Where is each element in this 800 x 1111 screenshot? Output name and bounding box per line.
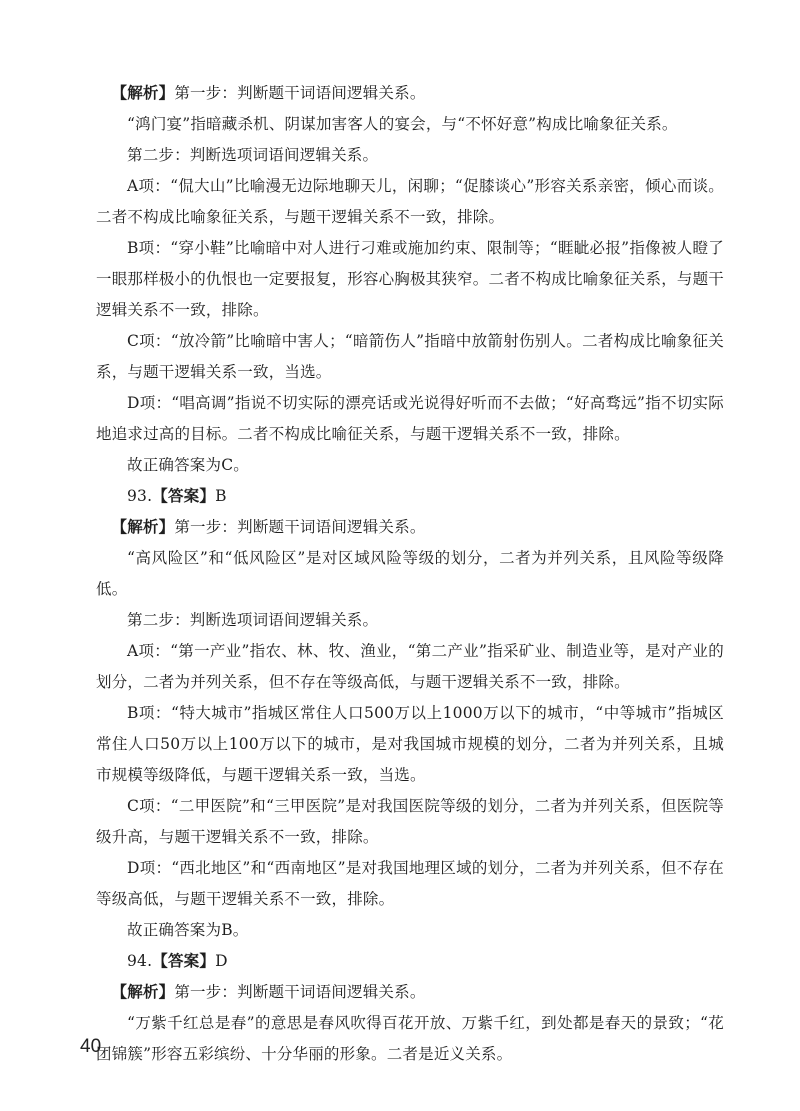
conclusion: 故正确答案为C。	[127, 456, 249, 474]
paragraph: “万紫千红总是春”的意思是春风吹得百花开放、万紫千红，到处都是春天的景致；“花团锦簇”形容五彩缤纷、十分华丽的形象。二者是近义关系。	[96, 1014, 724, 1063]
paragraph: 第二步：判断选项词语间逻辑关系。	[127, 146, 379, 164]
option-a-paragraph: A项：“第一产业”指农、林、牧、渔业，“第二产业”指采矿业、制造业等，是对产业的划分，二者为并列关系，但不存在等级高低，与题干逻辑关系不一致，排除。	[96, 642, 724, 691]
paragraph: 【解析】第一步：判断题干词语间逻辑关系。	[111, 983, 426, 1001]
analysis-label: 【解析】	[111, 518, 175, 536]
paragraph: 【解析】第一步：判断题干词语间逻辑关系。	[111, 518, 426, 536]
document-body	[96, 78, 724, 1070]
option-c-paragraph: C项：“二甲医院”和“三甲医院”是对我国医院等级的划分，二者为并列关系，但医院等级升高，与题干逻辑关系不一致，排除。	[96, 797, 724, 846]
paragraph: “高风险区”和“低风险区”是对区域风险等级的划分，二者为并列关系，且风险等级降低。	[96, 549, 724, 598]
option-a-paragraph: A项：“侃大山”比喻漫无边际地聊天儿，闲聊；“促膝谈心”形容关系亲密，倾心而谈。二者不构成比喻象征关系，与题干逻辑关系不一致，排除。	[96, 177, 724, 226]
conclusion: 故正确答案为B。	[127, 921, 249, 939]
analysis-label: 【解析】	[111, 84, 175, 102]
analysis-label: 【解析】	[111, 983, 175, 1001]
page-number: 40	[80, 1036, 102, 1057]
answer-label: 【答案】	[152, 487, 216, 505]
paragraph: 第二步：判断选项词语间逻辑关系。	[127, 611, 379, 629]
answer-93: 93.【答案】B	[127, 487, 227, 505]
paragraph: 【解析】第一步：判断题干词语间逻辑关系。	[111, 84, 426, 102]
option-d-paragraph: D项：“唱高调”指说不切实际的漂亮话或光说得好听而不去做；“好高骛远”指不切实际地追求过高的目标。二者不构成比喻征关系，与题干逻辑关系不一致，排除。	[96, 394, 724, 443]
option-c-paragraph: C项：“放冷箭”比喻暗中害人；“暗箭伤人”指暗中放箭射伤别人。二者构成比喻象征关系，与题干逻辑关系一致，当选。	[96, 332, 724, 381]
answer-label: 【答案】	[152, 952, 216, 970]
option-d-paragraph: D项：“西北地区”和“西南地区”是对我国地理区域的划分，二者为并列关系，但不存在等级高低，与题干逻辑关系不一致，排除。	[96, 859, 724, 908]
answer-94: 94.【答案】D	[127, 952, 228, 970]
paragraph: “鸿门宴”指暗藏杀机、阴谋加害客人的宴会，与“不怀好意”构成比喻象征关系。	[127, 115, 678, 133]
option-b-paragraph: B项：“穿小鞋”比喻暗中对人进行刁难或施加约束、限制等；“睚眦必报”指像被人瞪了一眼那样极小的仇恨也一定要报复，形容心胸极其狭窄。二者不构成比喻象征关系，与题干逻辑关系不一致，排除。	[96, 239, 725, 319]
option-b-paragraph: B项：“特大城市”指城区常住人口500万以上1000万以下的城市，“中等城市”指城区常住人口50万以上100万以下的城市，是对我国城市规模的划分，二者为并列关系，且城市规模等级降低，与题干逻辑关系一致，当选。	[96, 704, 724, 784]
